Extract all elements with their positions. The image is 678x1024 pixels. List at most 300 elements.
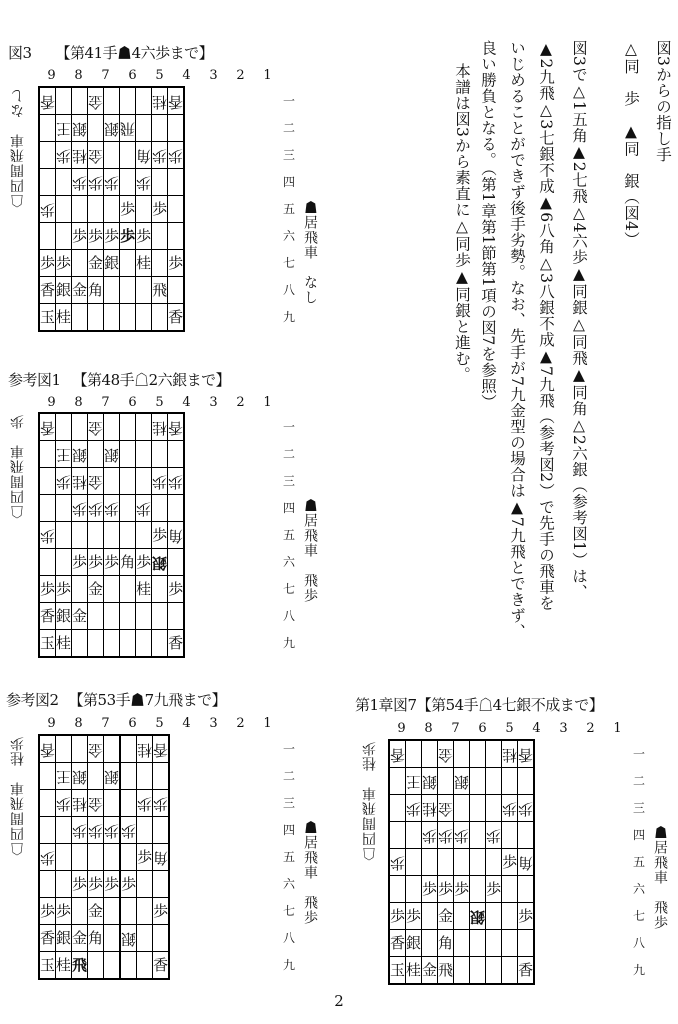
board-square: [56, 549, 72, 576]
gote-piece: 歩: [40, 848, 56, 867]
board-square: [56, 925, 72, 952]
board-square: [104, 735, 120, 763]
gote-piece: 王: [56, 767, 72, 786]
board-square: [152, 223, 168, 250]
board-square: [88, 115, 104, 142]
board-square: [454, 849, 470, 876]
board-square: [56, 441, 72, 468]
board-square: [39, 495, 56, 522]
board-square: [486, 740, 502, 768]
board-square: [502, 849, 518, 876]
board-square: [470, 930, 486, 957]
board-square: [88, 413, 104, 441]
board-square: [168, 277, 185, 304]
board-square: [136, 495, 152, 522]
board-square: [72, 549, 88, 576]
board-square: [152, 87, 168, 115]
file-label: 7: [101, 716, 110, 731]
board-square: [72, 115, 88, 142]
board-square: [389, 903, 406, 930]
board-square: [470, 768, 486, 795]
sente-piece: 香: [390, 933, 406, 952]
board-square: [72, 603, 88, 630]
board-square: [104, 304, 120, 332]
board-square: [136, 169, 152, 196]
sente-piece: 歩: [422, 879, 438, 898]
sente-piece: 歩: [104, 552, 120, 571]
gote-piece: 桂: [152, 92, 168, 111]
board-square: [121, 925, 137, 952]
sente-piece: 歩: [152, 199, 168, 218]
board-square: [88, 196, 104, 223]
board-rank-row: [39, 871, 169, 898]
sente-piece: 歩: [502, 852, 518, 871]
rank-label: 三: [283, 474, 296, 488]
rank-label: 四: [283, 501, 296, 515]
board-rank-row: [389, 768, 534, 795]
board-square: [153, 844, 170, 871]
file-label: 2: [236, 716, 245, 731]
board-square: [88, 87, 104, 115]
gote-piece: 歩: [104, 499, 120, 518]
rank-label: 二: [283, 121, 296, 135]
rank-label: 八: [283, 931, 296, 945]
board-square: [72, 223, 88, 250]
board-square: [121, 790, 137, 817]
board-square: [88, 142, 104, 169]
board-square: [39, 549, 56, 576]
board-square: [121, 844, 137, 871]
board-square: [121, 898, 137, 925]
board-square: [120, 630, 136, 658]
board-square: [470, 903, 486, 930]
board-rank-row: [39, 87, 184, 115]
board-square: [39, 223, 56, 250]
board-square: [120, 250, 136, 277]
board-square: [389, 876, 406, 903]
board-square: [72, 304, 88, 332]
file-label: 8: [74, 395, 83, 410]
board-square: [72, 441, 88, 468]
rank-label: 六: [283, 229, 296, 243]
board-square: [120, 87, 136, 115]
board-square: [104, 196, 120, 223]
gote-piece: 香: [40, 418, 56, 437]
diagram-subtitle: 【第41手☗4六歩まで】: [55, 44, 214, 62]
board-square: [454, 740, 470, 768]
board-square: [438, 795, 454, 822]
board-square: [153, 898, 170, 925]
board-square: [39, 790, 56, 817]
board-square: [168, 413, 185, 441]
sente-piece: 歩: [72, 226, 88, 245]
board-square: [168, 196, 185, 223]
file-label: 3: [209, 68, 218, 83]
board-square: [104, 630, 120, 658]
board-square: [72, 277, 88, 304]
board-square: [39, 87, 56, 115]
board-square: [406, 930, 422, 957]
board-square: [389, 849, 406, 876]
file-label: 6: [128, 395, 137, 410]
board-square: [104, 115, 120, 142]
rank-label: 五: [283, 528, 296, 542]
board-square: [39, 763, 56, 790]
sente-piece: 歩: [152, 525, 168, 544]
board-square: [56, 898, 72, 925]
board-square: [88, 898, 104, 925]
board-square: [518, 768, 535, 795]
rank-label: 六: [283, 877, 296, 891]
board-square: [39, 468, 56, 495]
board-rank-row: [39, 277, 184, 304]
board-square: [454, 903, 470, 930]
board-rank-row: [39, 576, 184, 603]
sente-piece: 香: [153, 955, 169, 974]
board-square: [56, 952, 72, 980]
sente-piece: 金: [88, 253, 104, 272]
board-square: [72, 169, 88, 196]
board-square: [406, 903, 422, 930]
rank-label: 二: [283, 447, 296, 461]
board-square: [152, 142, 168, 169]
board-square: [104, 495, 120, 522]
rank-label: 七: [633, 909, 646, 923]
board-square: [406, 957, 422, 985]
board-square: [104, 952, 120, 980]
board-square: [39, 441, 56, 468]
board-square: [56, 817, 72, 844]
file-label: 8: [74, 716, 83, 731]
rank-label: 四: [283, 175, 296, 189]
rank-label: 九: [283, 636, 296, 650]
board-square: [56, 735, 72, 763]
rank-label: 三: [633, 801, 646, 815]
board-rank-row: [39, 142, 184, 169]
board-square: [39, 844, 56, 871]
board-square: [104, 898, 120, 925]
gote-piece: 金: [438, 799, 454, 818]
gote-hand: ☖四間飛車 なし: [10, 88, 26, 208]
sente-piece: 歩: [40, 579, 56, 598]
gote-piece: 銀: [152, 553, 168, 572]
board-square: [104, 223, 120, 250]
rank-label: 八: [283, 609, 296, 623]
board-rank-row: [39, 898, 169, 925]
board-square: [422, 957, 438, 985]
file-label: 7: [101, 68, 110, 83]
gote-piece: 王: [56, 119, 72, 138]
sente-piece: 金: [72, 280, 88, 299]
gote-piece: 歩: [137, 794, 153, 813]
board-square: [422, 768, 438, 795]
gote-piece: 歩: [152, 146, 168, 165]
board-square: [406, 795, 422, 822]
board-square: [137, 763, 153, 790]
file-label: 7: [451, 721, 460, 736]
board-square: [137, 952, 153, 980]
shogi-board: [38, 86, 185, 332]
board-square: [72, 413, 88, 441]
file-label: 1: [263, 716, 272, 731]
board-square: [518, 849, 535, 876]
board-square: [137, 844, 153, 871]
board-square: [39, 925, 56, 952]
board-square: [121, 952, 137, 980]
board-square: [56, 196, 72, 223]
board-square: [39, 817, 56, 844]
file-label: 5: [155, 68, 164, 83]
diagram-title-label: 参考図2: [6, 691, 59, 709]
gote-piece: 歩: [518, 799, 534, 818]
board-square: [39, 413, 56, 441]
gote-piece: 銀: [72, 767, 88, 786]
board-square: [56, 603, 72, 630]
board-square: [152, 196, 168, 223]
sente-piece: 銀: [56, 606, 72, 625]
gote-piece: 角: [518, 853, 534, 872]
board-square: [56, 844, 72, 871]
sente-piece: 桂: [136, 253, 152, 272]
board-square: [72, 196, 88, 223]
board-square: [56, 522, 72, 549]
board-square: [136, 413, 152, 441]
board-square: [88, 495, 104, 522]
board-rank-row: [389, 957, 534, 985]
board-square: [454, 930, 470, 957]
board-square: [168, 468, 185, 495]
sente-piece: 金: [88, 901, 104, 920]
board-square: [502, 795, 518, 822]
board-square: [72, 925, 88, 952]
board-square: [56, 250, 72, 277]
gote-piece: 桂: [422, 799, 438, 818]
board-square: [136, 549, 152, 576]
board-square: [153, 817, 170, 844]
sente-piece: 角: [88, 280, 104, 299]
board-square: [104, 250, 120, 277]
board-square: [152, 169, 168, 196]
file-label: 4: [182, 716, 191, 731]
board-square: [120, 468, 136, 495]
board-square: [422, 740, 438, 768]
board-square: [422, 795, 438, 822]
board-square: [88, 223, 104, 250]
diagram-title-label: 図3: [8, 44, 32, 62]
board-square: [88, 817, 104, 844]
board-square: [137, 871, 153, 898]
sente-piece: 歩: [168, 579, 184, 598]
board-square: [152, 304, 168, 332]
board-square: [152, 522, 168, 549]
board-square: [470, 849, 486, 876]
rank-label: 四: [633, 828, 646, 842]
text-column: 本譜は図3から素直に△同歩▲同銀と進む。: [453, 63, 471, 383]
board-square: [72, 630, 88, 658]
board-square: [153, 871, 170, 898]
rank-label: 一: [283, 742, 296, 756]
file-label: 9: [47, 68, 56, 83]
board-square: [486, 849, 502, 876]
board-square: [104, 277, 120, 304]
board-square: [502, 930, 518, 957]
board-square: [120, 413, 136, 441]
board-square: [39, 898, 56, 925]
board-square: [389, 822, 406, 849]
sente-piece: 金: [72, 606, 88, 625]
sente-piece: 歩: [486, 879, 502, 898]
board-square: [168, 603, 185, 630]
board-square: [104, 87, 120, 115]
board-square: [438, 822, 454, 849]
board-square: [39, 277, 56, 304]
board-square: [136, 250, 152, 277]
board-square: [72, 871, 88, 898]
gote-piece: 銀: [422, 772, 438, 791]
board-square: [39, 142, 56, 169]
board-square: [153, 790, 170, 817]
gote-piece: 角: [136, 146, 152, 165]
gote-piece: 歩: [88, 499, 104, 518]
sente-piece: 角: [120, 552, 136, 571]
board-square: [72, 468, 88, 495]
board-square: [104, 817, 120, 844]
board-square: [72, 763, 88, 790]
gote-piece: 歩: [56, 146, 72, 165]
file-label: 2: [586, 721, 595, 736]
file-label: 1: [613, 721, 622, 736]
board-rank-row: [39, 169, 184, 196]
board-rank-row: [39, 630, 184, 658]
board-square: [470, 822, 486, 849]
gote-piece: 歩: [502, 799, 518, 818]
gote-piece: 歩: [40, 200, 56, 219]
board-square: [438, 876, 454, 903]
gote-piece: 銀: [454, 772, 470, 791]
board-square: [152, 549, 168, 576]
board-rank-row: [39, 304, 184, 332]
board-square: [422, 903, 438, 930]
gote-piece: 王: [56, 445, 72, 464]
board-rank-row: [389, 849, 534, 876]
rank-label: 五: [633, 855, 646, 869]
board-square: [121, 817, 137, 844]
board-square: [39, 576, 56, 603]
sente-piece: 歩: [40, 253, 56, 272]
rank-label: 六: [633, 882, 646, 896]
gote-piece: 歩: [56, 794, 72, 813]
rank-label: 八: [283, 283, 296, 297]
gote-piece: 桂: [137, 740, 153, 759]
gote-hand: ☖四間飛車 桂歩: [362, 741, 378, 861]
board-square: [88, 468, 104, 495]
file-label: 9: [397, 721, 406, 736]
board-square: [56, 630, 72, 658]
sente-piece: 玉: [40, 307, 56, 326]
sente-piece: 歩: [56, 901, 72, 920]
board-square: [39, 522, 56, 549]
board-square: [88, 844, 104, 871]
sente-piece: 玉: [40, 633, 56, 652]
board-square: [136, 87, 152, 115]
board-square: [137, 735, 153, 763]
sente-piece: 歩: [72, 552, 88, 571]
sente-piece: 歩: [120, 199, 136, 218]
board-square: [153, 763, 170, 790]
board-square: [470, 876, 486, 903]
gote-hand: ☖四間飛車 歩: [10, 414, 26, 519]
diagram-subtitle: 【第53手☗7九飛まで】: [68, 691, 227, 709]
board-rank-row: [39, 844, 169, 871]
board-rank-row: [39, 952, 169, 980]
board-square: [88, 522, 104, 549]
board-square: [88, 925, 104, 952]
shogi-board: [38, 412, 185, 658]
page-number: 2: [334, 992, 344, 1010]
rank-label: 三: [283, 796, 296, 810]
board-square: [422, 930, 438, 957]
board-square: [72, 250, 88, 277]
rank-label: 九: [283, 958, 296, 972]
sente-piece: 飛: [438, 960, 454, 979]
board-square: [120, 522, 136, 549]
board-square: [389, 957, 406, 985]
rank-label: 四: [283, 823, 296, 837]
board-square: [152, 495, 168, 522]
gote-piece: 歩: [40, 526, 56, 545]
board-square: [152, 115, 168, 142]
rank-label: 八: [633, 936, 646, 950]
board-square: [39, 735, 56, 763]
gote-piece: 歩: [486, 826, 502, 845]
board-square: [104, 603, 120, 630]
gote-hand: ☖四間飛車 桂歩: [10, 736, 26, 856]
board-square: [168, 304, 185, 332]
rank-label: 九: [633, 963, 646, 977]
board-square: [120, 495, 136, 522]
board-square: [56, 468, 72, 495]
sente-hand: ☗居飛車 飛歩: [302, 498, 318, 603]
board-rank-row: [39, 925, 169, 952]
gote-piece: 歩: [136, 499, 152, 518]
board-rank-row: [39, 549, 184, 576]
sente-piece: 歩: [518, 906, 534, 925]
board-square: [136, 468, 152, 495]
board-square: [389, 930, 406, 957]
gote-piece: 歩: [168, 146, 184, 165]
board-square: [518, 822, 535, 849]
sente-piece: 歩: [137, 847, 153, 866]
sente-piece: 歩: [88, 552, 104, 571]
board-square: [72, 898, 88, 925]
file-label: 3: [209, 716, 218, 731]
board-rank-row: [39, 250, 184, 277]
gote-piece: 歩: [72, 821, 88, 840]
board-square: [56, 223, 72, 250]
diagram-title: [6, 689, 226, 710]
sente-piece: 歩: [406, 906, 422, 925]
board-square: [88, 735, 104, 763]
board-square: [152, 441, 168, 468]
gote-piece: 角: [153, 848, 169, 867]
board-square: [454, 957, 470, 985]
text-column: 図3からの指し手: [654, 40, 672, 163]
text-column: ▲2九飛△3七銀不成▲6八角△3八銀不成▲7九飛（参考図2）で先手の飛車を: [537, 40, 555, 611]
board-square: [438, 740, 454, 768]
board-square: [88, 763, 104, 790]
board-square: [88, 549, 104, 576]
file-label: 4: [182, 395, 191, 410]
